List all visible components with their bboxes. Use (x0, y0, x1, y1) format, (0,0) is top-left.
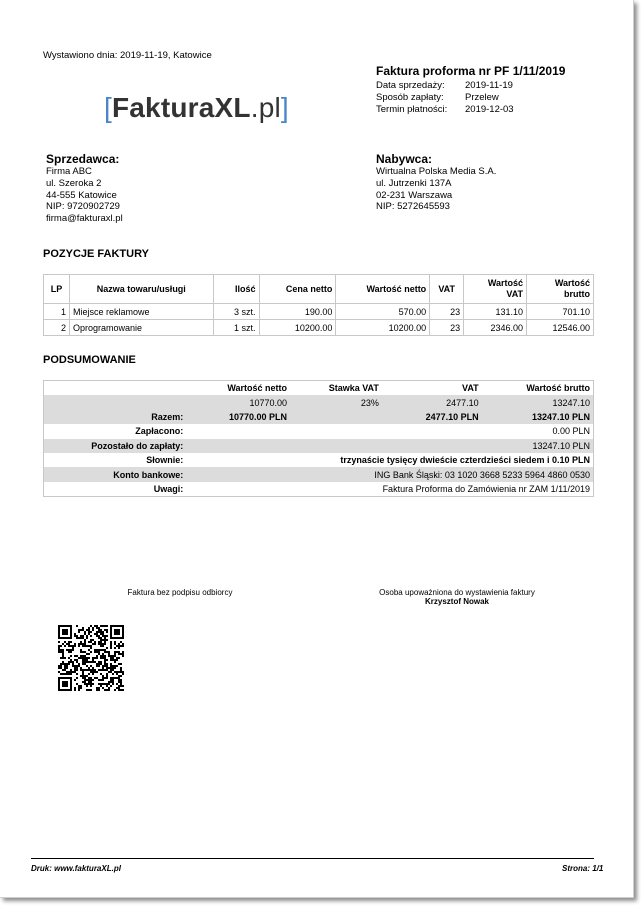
qr-code-icon (58, 625, 124, 696)
items-table (43, 274, 594, 336)
table-row: 1 Miejsce reklamowe 3 szt. 190.00 570.00 23 131.10 701.10 (44, 304, 594, 320)
invoice-title: Faktura proforma nr PF 1/11/2019 (376, 64, 566, 78)
signature-left: Faktura bez podpisu odbiorcy (127, 588, 233, 597)
footer-print: Druk: www.fakturaXL.pl (31, 864, 121, 873)
summary-section-title: PODSUMOWANIE (43, 354, 136, 366)
meta-payment-due: Termin płatności: 2019-12-03 (376, 104, 514, 115)
invoice-header (376, 64, 565, 116)
footer-divider (31, 858, 594, 859)
items-header-row: LP Nazwa towaru/usługi Ilość Cena netto Wartość netto VAT Wartość VAT Wartość brutto (44, 275, 594, 304)
buyer-heading: Nabywca: (376, 152, 433, 166)
meta-sale-date: Data sprzedaży: 2019-11-19 (376, 80, 513, 91)
footer-page: Strona: 1/1 (562, 864, 604, 873)
signature-right: Osoba upoważniona do wystawienia faktury Krzysztof Nowak (379, 588, 535, 606)
summary-bank-row: Konto bankowe: ING Bank Śląski: 03 1020 3668 5233 5964 4860 0530 (44, 467, 594, 481)
logo: [FakturaXL.pl] (104, 92, 289, 123)
seller-line: 44-555 Katowice (46, 189, 117, 201)
items-section-title: POZYCJE FAKTURY (43, 248, 149, 260)
seller-heading: Sprzedawca: (46, 152, 120, 166)
buyer-line: Wirtualna Polska Media S.A. (376, 166, 497, 177)
buyer-line: 02-231 Warszawa (376, 189, 453, 201)
meta-payment-method: Sposób zapłaty: Przelew (376, 92, 499, 103)
seller-line: NIP: 9720902729 (46, 201, 120, 213)
summary-rate-row: 10770.00 23% 2477.10 13247.10 (44, 395, 594, 409)
seller-line: firma@fakturaxl.pl (46, 213, 123, 225)
summary-table (43, 380, 594, 497)
seller-block (46, 152, 123, 225)
summary-header-row: Wartość netto Stawka VAT VAT Wartość brutto (227, 383, 590, 394)
buyer-line: ul. Jutrzenki 137A (376, 177, 452, 189)
summary-remaining-row: Pozostało do zapłaty: 13247.10 PLN (44, 439, 594, 453)
summary-words-row: Słownie: trzynaście tysięcy dwieście czterdzieści siedem i 0.10 PLN (146, 455, 590, 466)
seller-line: Firma ABC (46, 166, 92, 177)
buyer-block (376, 152, 496, 213)
issue-date: Wystawiono dnia: 2019-11-19, Katowice (43, 50, 212, 61)
seller-line: ul. Szeroka 2 (46, 177, 102, 189)
buyer-line: NIP: 5272645593 (376, 201, 450, 213)
table-row: 2 Oprogramowanie 1 szt. 10200.00 10200.00 23 2346.00 12546.00 (44, 320, 594, 336)
summary-total-row: Razem: 10770.00 PLN 2477.10 PLN 13247.10 PLN (44, 410, 594, 424)
summary-notes-row: Uwagi: Faktura Proforma do Zamówienia nr ZAM 1/11/2019 (153, 483, 590, 494)
summary-paid-row: Zapłacono: 0.00 PLN (135, 426, 590, 437)
